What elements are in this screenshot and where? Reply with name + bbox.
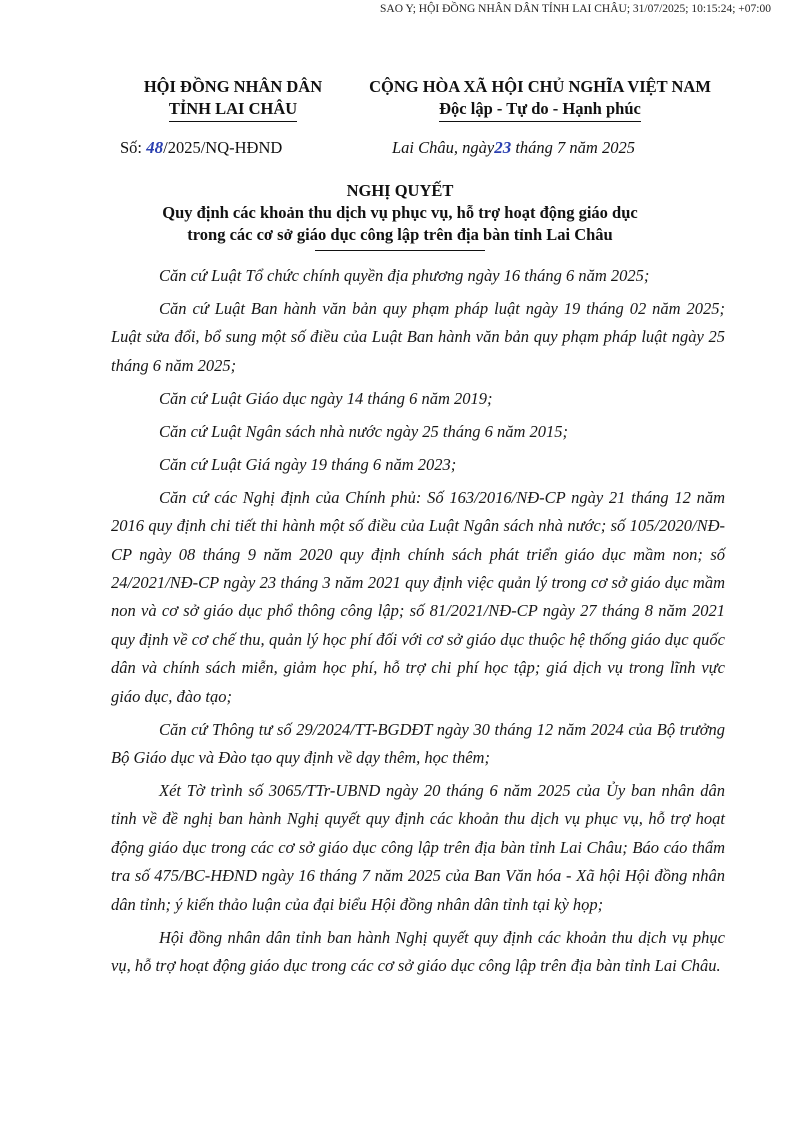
preamble-paragraph: Căn cứ Luật Giáo dục ngày 14 tháng 6 năm 2019; — [159, 388, 493, 408]
digital-signature-stamp: SAO Y; HỘI ĐỒNG NHÂN DÂN TỈNH LAI CHÂU; 31/07/2025; 10:15:24; +07:00 — [380, 3, 771, 15]
preamble-paragraph: Căn cứ Luật Ban hành văn bản quy phạm pháp luật ngày 19 tháng 02 năm 2025; Luật sửa đổi, bổ sung một số điều của Luật Ban hành văn bản quy phạm pháp luật ngày 25 tháng 6 năm 2025; — [111, 299, 725, 375]
preamble-paragraph: Hội đồng nhân dân tỉnh ban hành Nghị quyết quy định các khoản thu dịch vụ phục vụ, hỗ trợ hoạt động giáo dục trong các cơ sở giáo dục công lập trên địa bàn tỉnh Lai Châu. — [111, 927, 725, 976]
preamble-paragraph: Căn cứ Luật Giá ngày 19 tháng 6 năm 2023; — [159, 454, 457, 474]
national-motto — [345, 76, 735, 122]
issuer-line-1: HỘI ĐỒNG NHÂN DÂN — [143, 77, 323, 96]
title-line-2: trong các cơ sở giáo dục công lập trên địa bàn tỉnh Lai Châu — [187, 225, 613, 244]
preamble-paragraph: Xét Tờ trình số 3065/TTr-UBND ngày 20 tháng 6 năm 2025 của Ủy ban nhân dân tỉnh về đề nghị ban hành Nghị quyết quy định các khoản thu dịch vụ phục vụ, hỗ trợ hoạt động giáo dục trong các cơ sở giáo dục công lập trên địa bàn tỉnh Lai Châu; Báo cáo thẩm tra số 475/BC-HĐND ngày 16 tháng 7 năm 2025 của Ban Văn hóa - Xã hội Hội đồng nhân dân tỉnh; ý kiến thảo luận của đại biểu Hội đồng nhân dân tỉnh tại kỳ họp; — [111, 781, 725, 914]
preamble-paragraph: Căn cứ Luật Tổ chức chính quyền địa phương ngày 16 tháng 6 năm 2025; — [159, 266, 650, 285]
document-type: NGHỊ QUYẾT — [346, 181, 454, 200]
motto-line-2: Độc lập - Tự do - Hạnh phúc — [439, 98, 641, 122]
document-number — [120, 138, 282, 158]
issuer-line-2: TỈNH LAI CHÂU — [169, 98, 297, 122]
document-title — [100, 180, 700, 251]
document-date — [392, 138, 635, 158]
preamble-paragraph: Căn cứ Thông tư số 29/2024/TT-BGDĐT ngày 30 tháng 12 năm 2024 của Bộ trưởng Bộ Giáo dục và Đào tạo quy định về dạy thêm, học thêm; — [111, 719, 725, 768]
issuing-authority — [118, 76, 348, 122]
doc-number-suffix: /2025/NQ-HĐND — [163, 138, 283, 157]
title-line-1: Quy định các khoản thu dịch vụ phục vụ, hỗ trợ hoạt động giáo dục — [162, 203, 638, 222]
preamble-paragraph: Căn cứ Luật Ngân sách nhà nước ngày 25 tháng 6 năm 2015; — [159, 421, 569, 441]
preamble-body — [111, 262, 725, 985]
date-suffix: tháng 7 năm 2025 — [515, 138, 635, 157]
title-divider — [315, 250, 485, 251]
date-prefix: Lai Châu, ngày — [392, 138, 495, 157]
preamble-paragraph: Căn cứ các Nghị định của Chính phủ: Số 163/2016/NĐ-CP ngày 21 tháng 12 năm 2016 quy định chi tiết thi hành một số điều của Luật Ngân sách nhà nước; số 105/2020/NĐ-CP ngày 08 tháng 9 năm 2020 quy định chính sách phát triển giáo dục mầm non; số 24/2021/NĐ-CP ngày 23 tháng 3 năm 2021 quy định việc quản lý trong cơ sở giáo dục mầm non và cơ sở giáo dục phổ thông công lập; số 81/2021/NĐ-CP ngày 27 tháng 8 năm 2021 quy định về cơ chế thu, quản lý học phí đối với cơ sở giáo dục thuộc hệ thống giáo dục quốc dân và chính sách miễn, giảm học phí, hỗ trợ chi phí học tập; giá dịch vụ trong lĩnh vực giáo dục, đào tạo; — [111, 487, 725, 706]
motto-line-1: CỘNG HÒA XÃ HỘI CHỦ NGHĨA VIỆT NAM — [369, 77, 711, 96]
doc-number-prefix: Số: — [120, 138, 143, 157]
doc-number-handwritten: 48 — [146, 138, 164, 157]
date-day-handwritten: 23 — [494, 138, 512, 157]
